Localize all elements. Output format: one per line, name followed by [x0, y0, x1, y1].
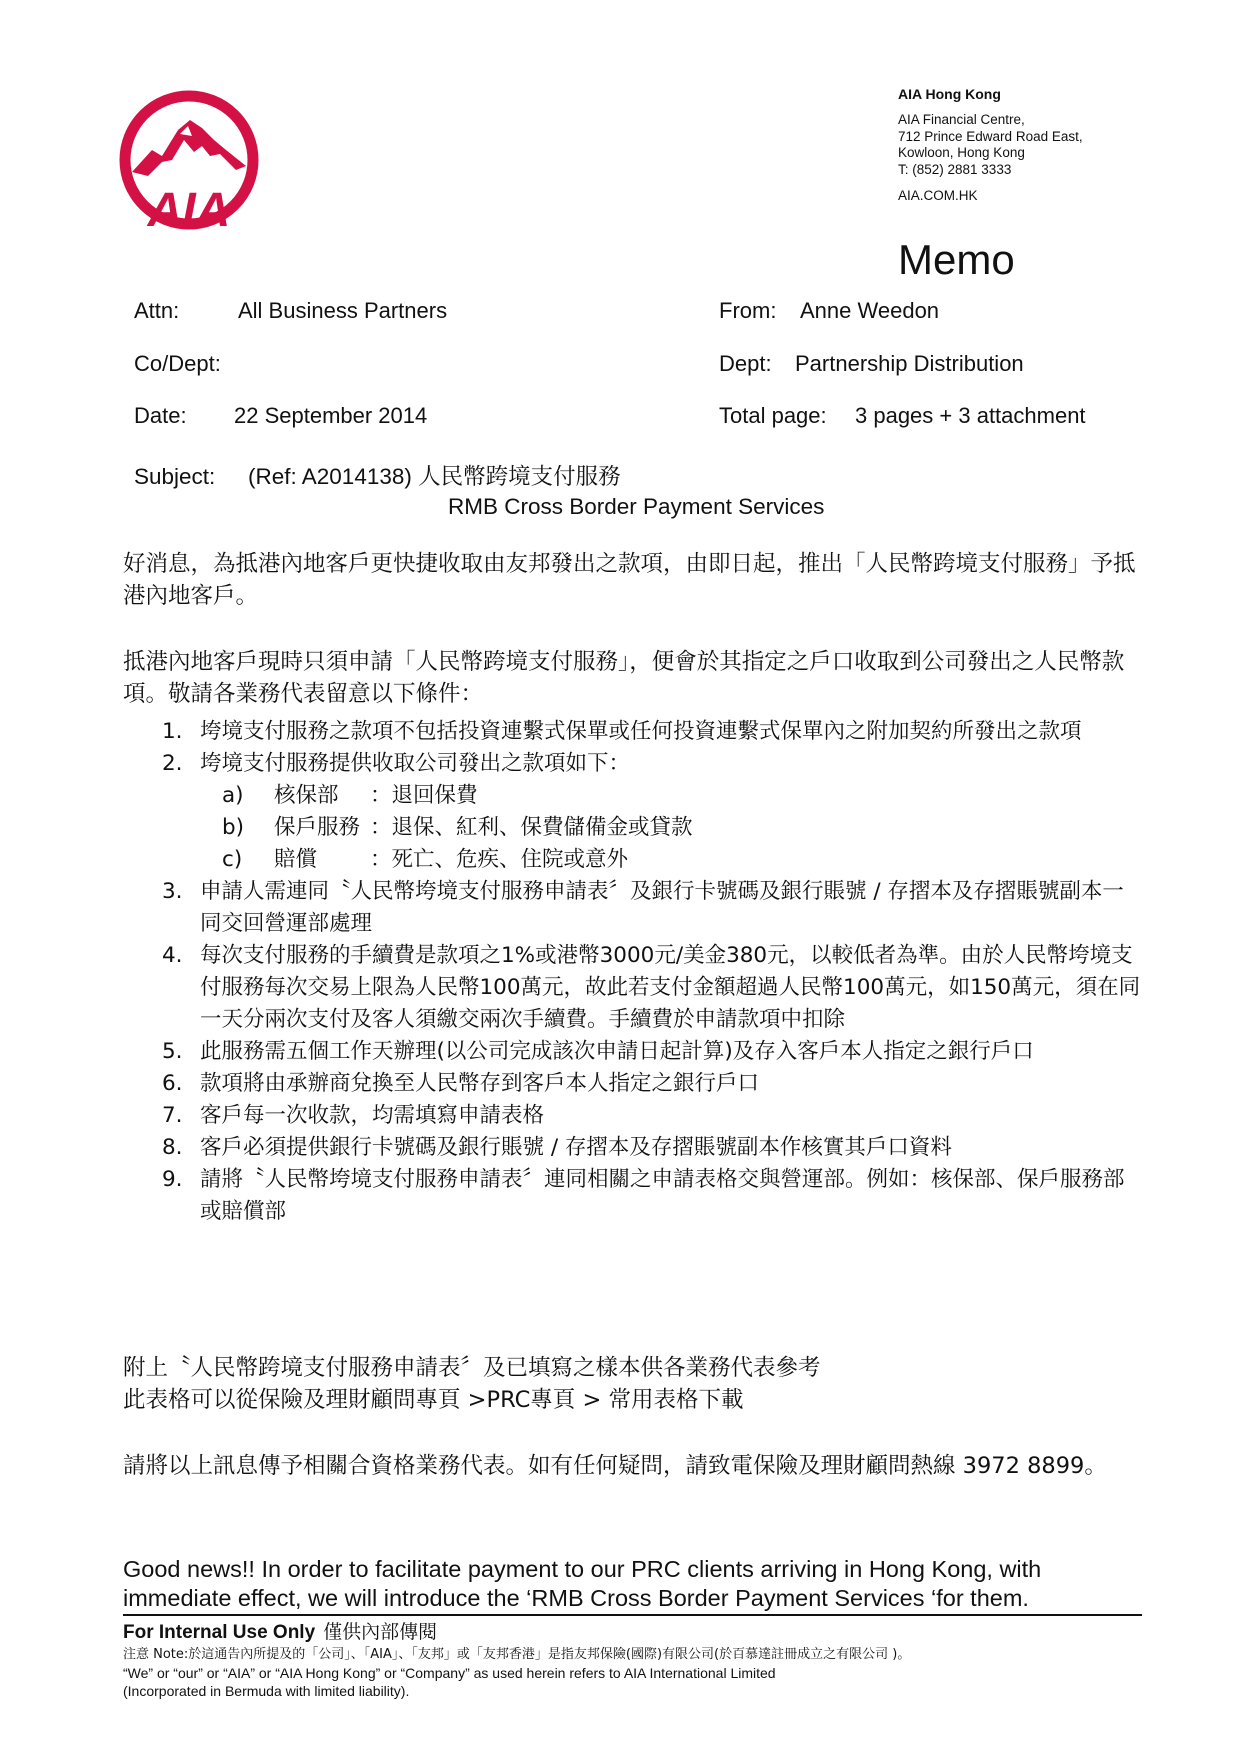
list-text: 款項將由承辦商兌換至人民幣存到客戶本人指定之銀行戶口 — [200, 1071, 760, 1096]
sub-separator: ： — [370, 847, 392, 872]
sub-label: c) — [222, 847, 243, 872]
paragraph-2: 抵港內地客戶現時只須申請「人民幣跨境支付服務」，便會於其指定之戶口收取到公司發出之人民幣款項。敬請各業務代表留意以下條件： — [123, 649, 1125, 707]
list-number: 8. — [162, 1135, 183, 1160]
company-name: AIA Hong Kong — [898, 86, 1001, 102]
company-address — [898, 112, 1083, 178]
sub-item — [162, 844, 1142, 876]
list-item — [162, 1068, 1142, 1100]
from-label: From: — [719, 298, 777, 323]
codept-label: Co/Dept: — [134, 351, 221, 376]
list-number: 1. — [162, 719, 183, 744]
total-page-label: Total page: — [719, 403, 827, 428]
sub-separator: ： — [370, 815, 392, 840]
company-website[interactable]: AIA.COM.HK — [898, 188, 978, 203]
footer-divider — [123, 1614, 1142, 1616]
sub-category: 保戶服務 — [274, 815, 361, 840]
list-number: 6. — [162, 1071, 183, 1096]
sub-item — [162, 780, 1142, 812]
attachment-note: 附上〝人民幣跨境支付服務申請表〞及已填寫之樣本供各業務代表參考 — [123, 1355, 821, 1381]
list-text: 此服務需五個工作天辦理(以公司完成該次申請日起計算)及存入客戶本人指定之銀行戶口 — [200, 1039, 1034, 1064]
sub-label: a) — [222, 783, 244, 808]
sub-desc: 退保、紅利、保費儲備金或貸款 — [391, 815, 693, 840]
from-value: Anne Weedon — [800, 298, 940, 323]
list-item — [162, 1100, 1142, 1132]
footer-note-en-1: “We” or “our” or “AIA” or “AIA Hong Kong” or “Company” as used herein refers to AIA International Limited — [123, 1665, 776, 1681]
sub-item — [162, 812, 1142, 844]
subject — [134, 462, 824, 522]
paragraph-contact: 請將以上訊息傳予相關合資格業務代表。如有任何疑問，請致電保險及理財顧問熱線 3972 8899。 — [123, 1453, 1107, 1479]
list-item — [162, 1036, 1142, 1068]
subject-line-2: RMB Cross Border Payment Services — [448, 494, 825, 519]
internal-use-en: For Internal Use Only — [123, 1622, 316, 1643]
list-text: 垮境支付服務提供收取公司發出之款項如下： — [200, 751, 631, 776]
company-info — [898, 86, 1083, 204]
footer-note-cn: 注意 Note:於這通告內所提及的「公司」、「AIA」、「友邦」或「友邦香港」是指友邦保險(國際)有限公司(於百慕達註冊成立之有限公司 )。 — [123, 1647, 911, 1662]
list-text: 每次支付服務的手續費是款項之1%或港幣3000元/美金380元，以較低者為準。由於人民幣垮境支付服務每次交易上限為人民幣100萬元，故此若支付金額超過人民幣100萬元，如150萬元，須在同一天分兩次支付及客人須繳交兩次手續費。手續費於申請款項中扣除 — [200, 943, 1141, 1032]
document-title: Memo — [898, 236, 1015, 283]
date-value: 22 September 2014 — [234, 403, 428, 428]
sub-desc: 退回保費 — [391, 783, 478, 808]
list-number: 3. — [162, 879, 183, 904]
download-path: 此表格可以從保險及理財顧問專頁 >PRC專頁 > 常用表格下載 — [123, 1387, 744, 1413]
list-number: 4. — [162, 943, 183, 968]
attn-value: All Business Partners — [238, 298, 448, 323]
attn-label: Attn: — [134, 298, 180, 323]
address-line: Kowloon, Hong Kong — [898, 145, 1025, 160]
list-number: 2. — [162, 751, 183, 776]
list-text: 垮境支付服務之款項不包括投資連繫式保單或任何投資連繫式保單內之附加契約所發出之款項 — [200, 719, 1082, 744]
address-line: AIA Financial Centre, — [898, 112, 1025, 127]
address-line: 712 Prince Edward Road East, — [898, 128, 1083, 144]
list-number: 9. — [162, 1167, 183, 1192]
footer-notes — [123, 1646, 1143, 1700]
sub-category: 賠償 — [274, 847, 318, 872]
sub-separator: ： — [370, 783, 392, 808]
list-text: 申請人需連同〝人民幣垮境支付服務申請表〞及銀行卡號碼及銀行賬號 / 存摺本及存摺賬號副本一同交回營運部處理 — [200, 879, 1124, 936]
list-text: 請將〝人民幣垮境支付服務申請表〞連同相關之申請表格交與營運部。例如：核保部、保戶服務部或賠償部 — [200, 1167, 1125, 1224]
logo-text: AIA — [147, 184, 231, 237]
list-item — [162, 876, 1142, 940]
internal-use-zh: 僅供內部傳閱 — [323, 1621, 438, 1643]
list-text: 客戶必須提供銀行卡號碼及銀行賬號 / 存摺本及存摺賬號副本作核實其戶口資料 — [200, 1135, 952, 1160]
paragraph-1: 好消息，為抵港內地客戶更快捷收取由友邦發出之款項，由即日起，推出「人民幣跨境支付服務」予抵港內地客戶。 — [123, 551, 1136, 609]
date-label: Date: — [134, 403, 187, 428]
english-paragraph: Good news!! In order to facilitate payment to our PRC clients arriving in Hong Kong, with immediate effect, we will introduce the ‘RMB Cross Border Payment Services ‘for them. — [123, 1556, 1042, 1611]
list-number: 5. — [162, 1039, 183, 1064]
aia-logo-icon — [118, 90, 260, 240]
list-item — [162, 1164, 1142, 1228]
footer-note-en-2: (Incorporated in Bermuda with limited liability). — [123, 1683, 410, 1699]
subject-ref: (Ref: A2014138) 人民幣跨境支付服務 — [248, 464, 621, 489]
conditions-list — [162, 716, 1142, 1228]
internal-use-label — [123, 1620, 437, 1645]
list-item — [162, 940, 1142, 1036]
address-line: T: (852) 2881 3333 — [898, 161, 1012, 177]
sub-label: b) — [222, 815, 245, 840]
list-item — [162, 748, 1142, 780]
list-item — [162, 716, 1142, 748]
total-page-value: 3 pages + 3 attachment — [855, 403, 1086, 428]
sub-desc: 死亡、危疾、住院或意外 — [391, 847, 629, 872]
aia-logo — [118, 90, 260, 240]
sub-category: 核保部 — [274, 783, 339, 808]
subject-label: Subject: — [134, 464, 216, 489]
list-text: 客戶每一次收款，均需填寫申請表格 — [200, 1103, 545, 1128]
list-number: 7. — [162, 1103, 183, 1128]
dept-value: Partnership Distribution — [795, 351, 1024, 376]
list-item — [162, 1132, 1142, 1164]
dept-label: Dept: — [719, 351, 772, 376]
